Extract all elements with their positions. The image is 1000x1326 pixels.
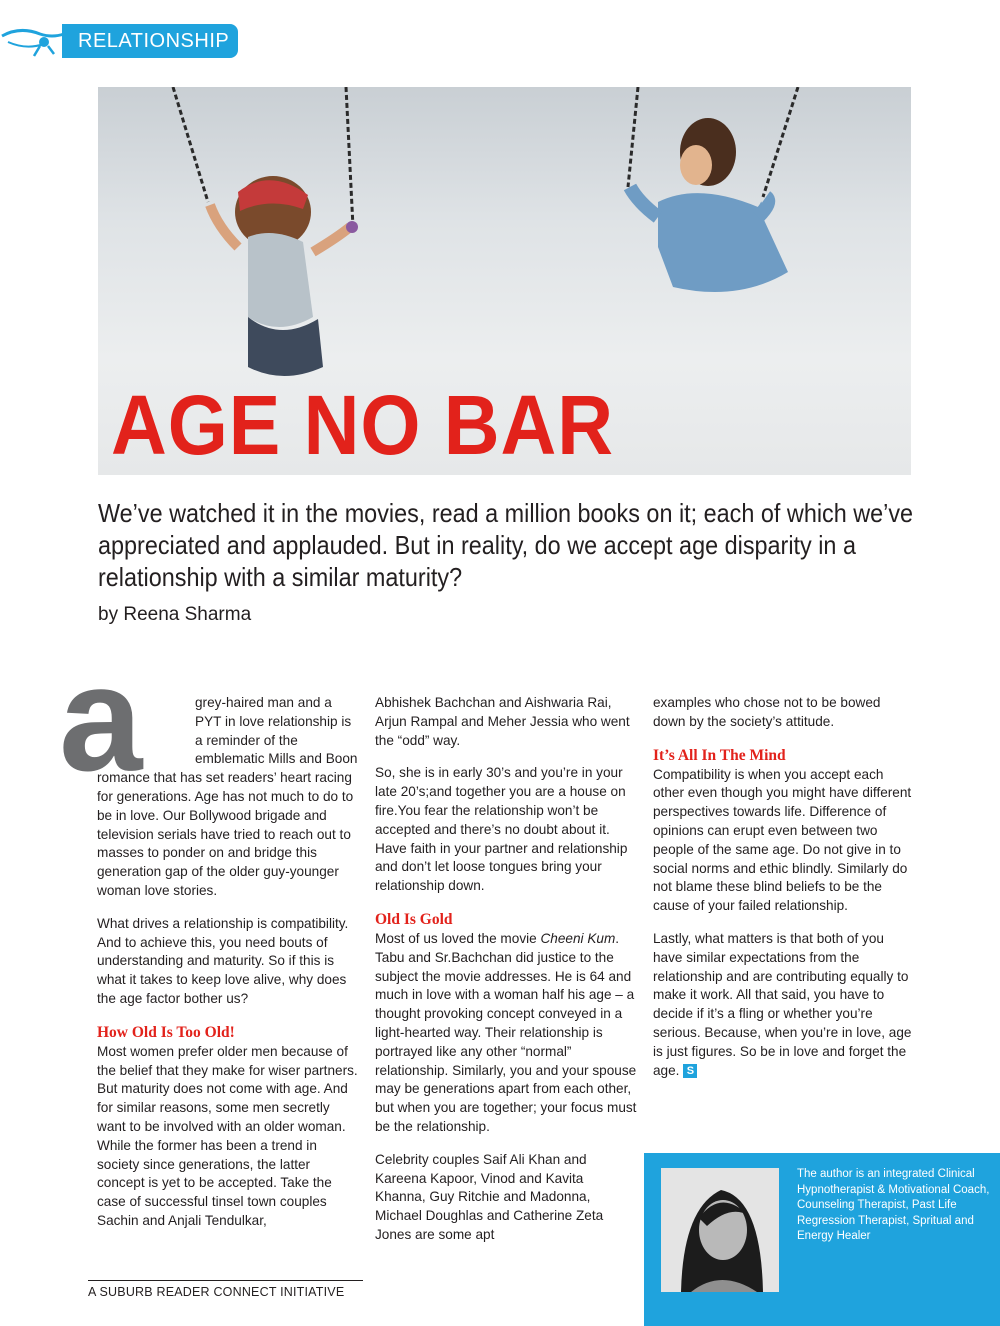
paragraph: What drives a relationship is compatibility. And to achieve this, you need bouts of understanding and maturity. So if this is what it takes to keep love alive, why does the age factor bother us? bbox=[97, 915, 349, 1006]
paragraph bbox=[653, 930, 915, 1080]
hero-image bbox=[98, 87, 911, 475]
paragraph-text: grey-haired man and a PYT in love relationship is a reminder of the emblematic Mills and Boon romance that has set readers’ heart racing for generations. Age has not much to do to be in love. Our Bollywood brigade and television serials have tried to reach out to masses to ponder on and bridge this generation gap of the older guy-younger woman love stories. bbox=[97, 695, 358, 898]
byline: by Reena Sharma bbox=[98, 604, 252, 625]
paragraph: Abhishek Bachchan and Aishwaria Rai, Arjun Rampal and Meher Jessia who went the “odd” way. bbox=[375, 695, 630, 748]
subheading: Old Is Gold bbox=[375, 910, 453, 928]
article-column-3 bbox=[653, 694, 915, 1094]
paragraph bbox=[375, 930, 637, 1137]
author-photo bbox=[661, 1168, 779, 1292]
paragraph: So, she is in early 30’s and you’re in your late 20’s;and together you are a house on fire.You fear the relationship won’t be accepted and there’s no doubt about it. Have faith in your partner and relationship and don’t let loose tongues bring your relationship down. bbox=[375, 765, 628, 894]
paragraph-text: Lastly, what matters is that both of you have similar expectations from the relationship and are contributing equally to make it work. All that said, you have to decide if it’s a fling or whether you’re serious. Because, when you’re in love, age is just figures. So be in love and forget the age. bbox=[653, 930, 912, 1078]
author-box bbox=[644, 1153, 1000, 1326]
end-mark-icon: S bbox=[683, 1064, 697, 1078]
article-column-2 bbox=[375, 694, 637, 1259]
paragraph bbox=[59, 634, 359, 901]
paragraph: examples who chose not to be bowed down by the society’s attitude. bbox=[653, 695, 881, 729]
movie-title: Cheeni Kum bbox=[540, 930, 616, 946]
paragraph: Celebrity couples Saif Ali Khan and Kareena Kapoor, Vinod and Kavita Khanna, Guy Ritchie and Madonna, Michael Doughlas and Catherine Zeta Jones are some apt bbox=[375, 1151, 604, 1242]
section-tab bbox=[0, 20, 240, 60]
paragraph-text: Most of us loved the movie bbox=[375, 930, 541, 946]
article-column-1 bbox=[59, 634, 359, 1245]
subheading: It’s All In The Mind bbox=[653, 746, 786, 764]
footer-text: A SUBURB READER CONNECT INITIATIVE bbox=[88, 1285, 345, 1299]
article-title: AGE NO BAR bbox=[111, 378, 614, 472]
footer-divider bbox=[88, 1280, 363, 1281]
drop-cap: a bbox=[59, 634, 143, 802]
paragraph: Compatibility is when you accept each other even though you might have different perspectives towards life. Difference of opinions can erupt even between two people of the same age. Do not give in to social norms and ethic blindly. Similarly do not blame these blind beliefs to be the cause of your failed relationship. bbox=[653, 766, 912, 914]
paragraph-text: . Tabu and Sr.Bachchan did justice to the subject the movie addresses. He is 64 and much in love with a woman half his age – a thought provoking concept conveyed in a light-hearted way. Their relationship is portrayed like any other “normal” relationship. Similarly, you and your spouse may be generations apart from each other, but when you are together; your focus must be the relationship. bbox=[375, 930, 637, 1134]
subheading: How Old Is Too Old! bbox=[97, 1023, 235, 1041]
article-deck: We’ve watched it in the movies, read a million books on it; each of which we’ve appreciated and applauded. But in reality, do we accept age disparity in a relationship with a similar maturity? bbox=[98, 498, 914, 592]
author-bio: The author is an integrated Clinical Hypnotherapist & Motivational Coach, Counseling Therapist, Past Life Regression Therapist, Spritual and Energy Healer bbox=[797, 1168, 990, 1242]
section-label: RELATIONSHIP bbox=[78, 30, 230, 52]
paragraph: Most women prefer older men because of the belief that they make for wiser partners. But maturity does not come with age. And for similar reasons, some men secretly want to be involved with an older woman. While the former has been a trend in society since generations, the latter concept is yet to be accepted. Take the case of successful tinsel town couples Sachin and Anjali Tendulkar, bbox=[97, 1043, 358, 1228]
